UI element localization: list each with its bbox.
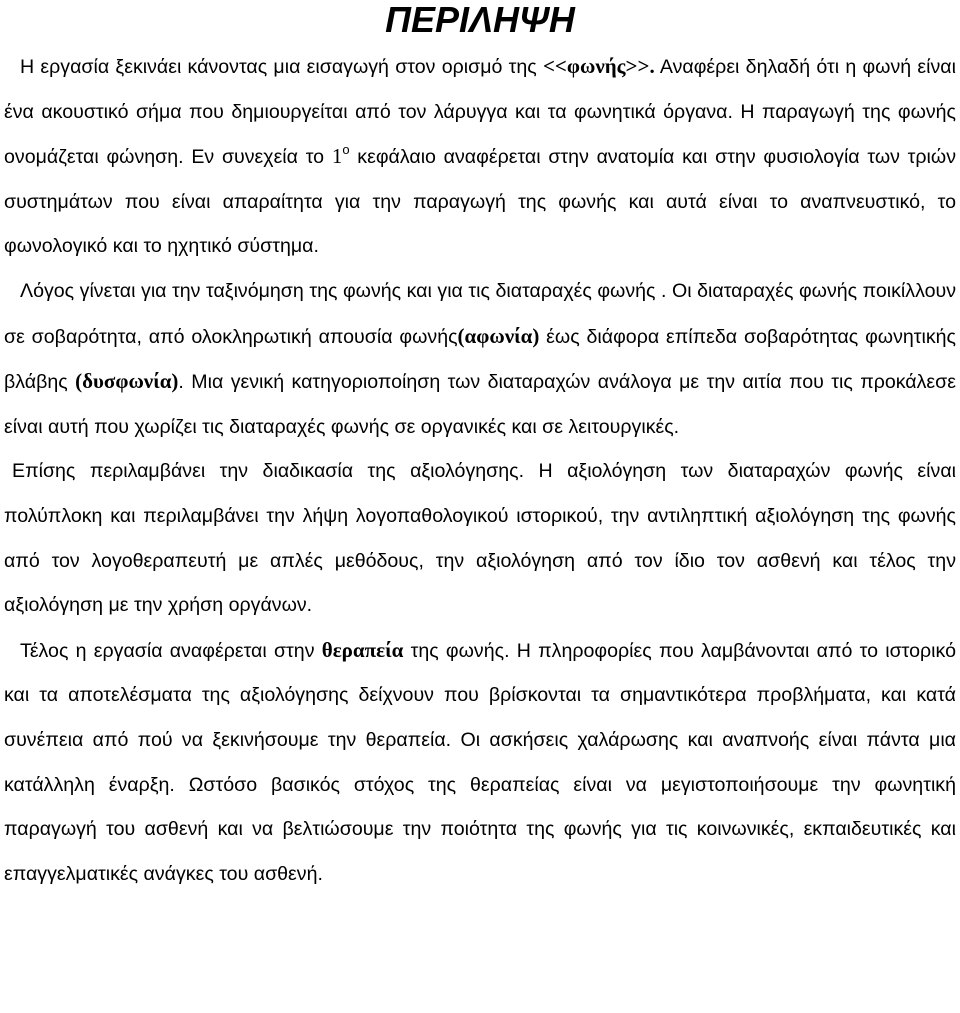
ordinal-superscript: ο (342, 142, 350, 158)
page-title: ΠΕΡΙΛΗΨΗ (385, 0, 575, 40)
emphasis-term: <<φωνής>>. (542, 54, 655, 78)
chapter-number: 1 (331, 144, 343, 169)
emphasis-term: (αφωνία) (457, 323, 540, 348)
document-page (4, 0, 956, 896)
paragraph-text: Τέλος η εργασία αναφέρεται στην (20, 639, 322, 662)
paragraph-text: . Μια γενική κατηγοριοποίηση των διαταραχών ανάλογα με την αιτία που τις προκάλεσε είναι αυτή που χωρίζει τις διαταραχές φωνής σε οργανικές και σε λειτουργικές. (4, 371, 956, 438)
paragraph-introduction (4, 44, 956, 269)
paragraph-classification (4, 269, 956, 449)
paragraph-text: έως διάφορα επίπεδα σοβαρότητας φωνητικής βλάβης (4, 325, 956, 394)
paragraph-text: της φωνής. Η πληροφορίες που λαμβάνονται από το ιστορικό και τα αποτελέσματα της αξιολόγησης δείχνουν που βρίσκονται τα σημαντικότερα προβλήματα, και κατά συνέπεια από πού να ξεκινήσουμε την θεραπεία. Οι ασκήσεις χαλάρωσης και αναπνοής είναι πάντα μια κατάλληλη έναρξη. Ωστόσο βασικός στόχος της θεραπείας είναι να μεγιστοποιήσουμε την φωνητική παραγωγή του ασθενή και να βελτιώσουμε την ποιότητα της φωνής για τις κοινωνικές, εκπαιδευτικές και επαγγελματικές ανάγκες του ασθενή. (4, 639, 956, 885)
paragraph-text: κεφάλαιο αναφέρεται στην ανατομία και στην φυσιολογία των τριών συστημάτων που είναι απαραίτητα για την παραγωγή της φωνής και αυτά είναι το αναπνευστικό, το φωνολογικό και το ηχητικό σύστημα. (4, 146, 956, 258)
paragraph-text: Η εργασία ξεκινάει κάνοντας μια εισαγωγή στον ορισμό της (20, 56, 543, 78)
paragraph-text: Επίσης περιλαμβάνει την διαδικασία της αξιολόγησης. Η αξιολόγηση των διαταραχών φωνής είναι πολύπλοκη και περιλαμβάνει την λήψη λογοπαθολογικού ιστορικού, την αντιληπτική αξιολόγηση της φωνής από τον λογοθεραπευτή με απλές μεθόδους, την αξιολόγηση από τον ίδιο τον ασθενή και τέλος την αξιολόγηση με την χρήση οργάνων. (4, 460, 956, 617)
paragraph-therapy (4, 628, 956, 897)
paragraph-text: Αναφέρει δηλαδή ότι η φωνή είναι ένα ακουστικό σήμα που δημιουργείται από τον λάρυγγα και τα φωνητικά όργανα. Η παραγωγή της φωνής ονομάζεται φώνηση. Εν συνεχεία το (4, 56, 956, 169)
paragraph-text: Λόγος γίνεται για την ταξινόμηση της φωνής και για τις διαταραχές φωνής . Οι διαταραχές φωνής ποικίλλουν σε σοβαρότητα, από ολοκληρωτική απουσία φωνής (4, 279, 956, 348)
paragraph-assessment (4, 449, 956, 627)
emphasis-term: θεραπεία (321, 637, 404, 662)
emphasis-term: (δυσφωνία) (75, 369, 179, 394)
